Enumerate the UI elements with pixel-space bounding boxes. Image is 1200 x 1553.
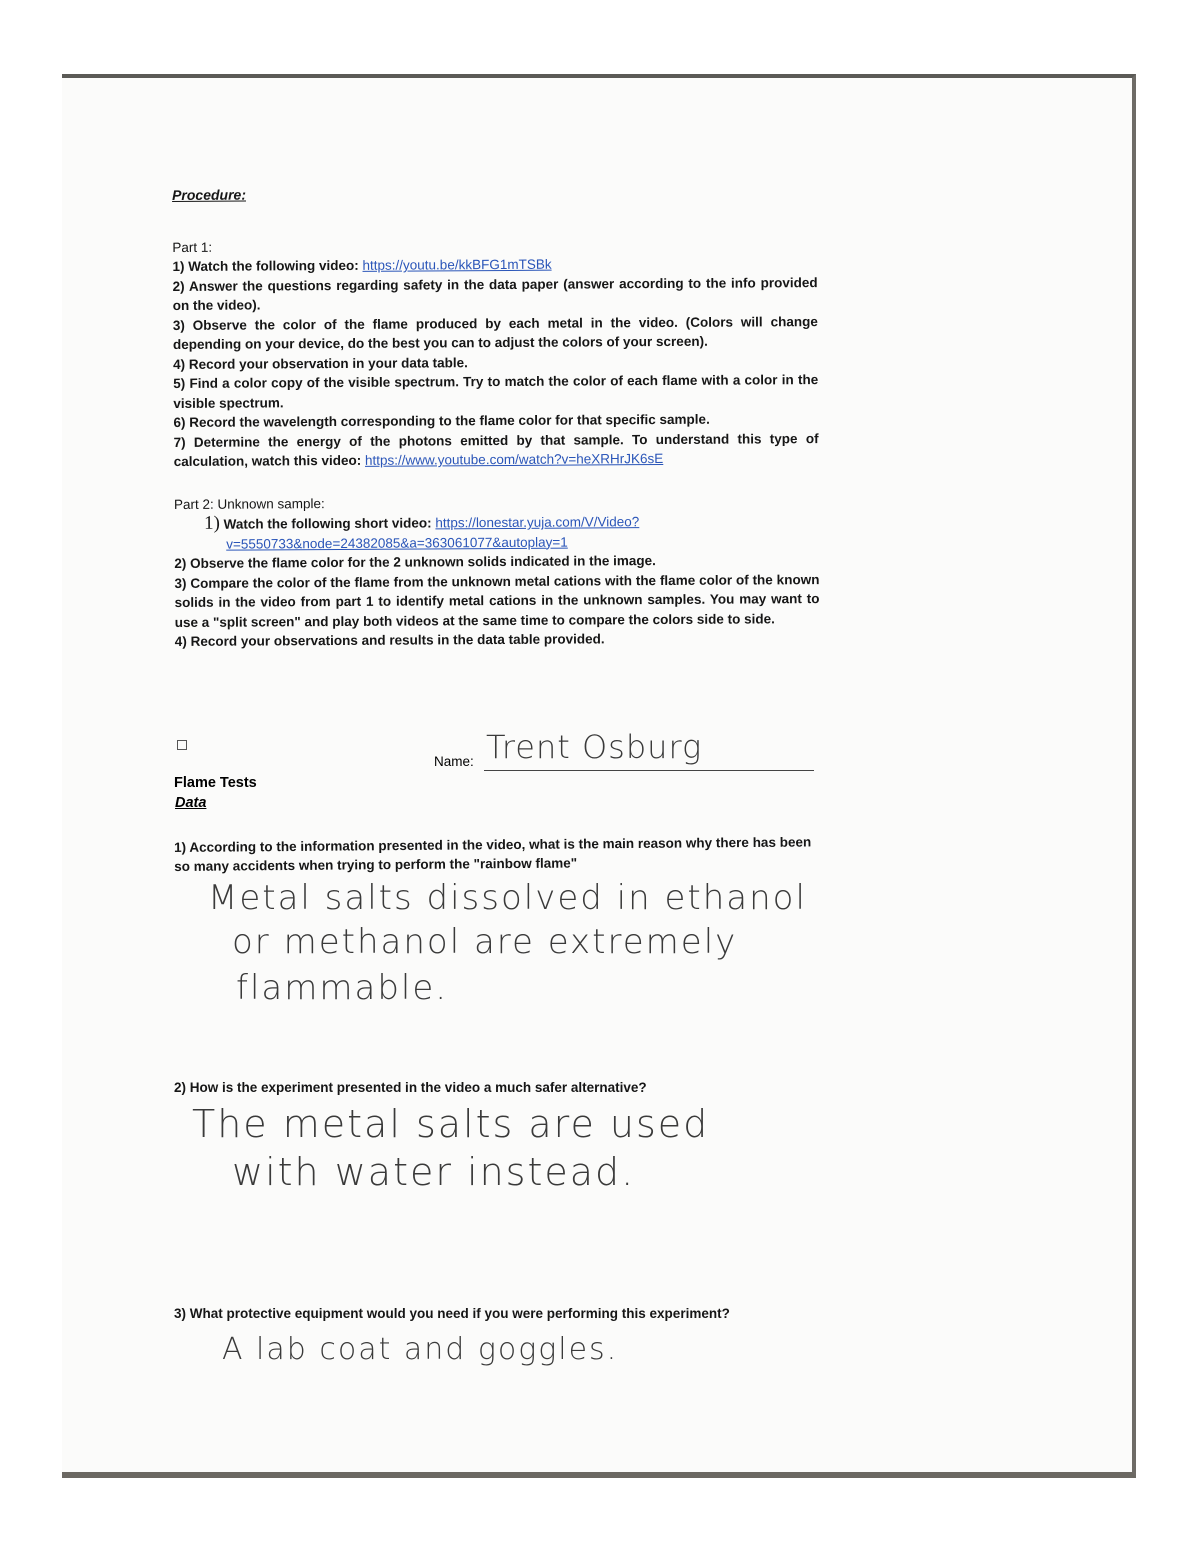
checkbox[interactable] (177, 740, 187, 750)
video-link-part2[interactable]: https://lonestar.yuja.com/V/Video? (435, 514, 640, 531)
part1-step-6: 6) Record the wavelength corresponding to the flame color for that specific sample. (173, 411, 710, 430)
video-link-part2-cont[interactable]: v=5550733&node=24382085&a=363061077&autoplay=1 (226, 534, 568, 552)
answer-1-line-2: or methanol are extremely (232, 922, 738, 962)
flame-tests-title: Flame Tests (174, 775, 257, 791)
part2-step-4: 4) Record your observations and results in the data table provided. (174, 631, 605, 649)
part1-step-7: 7) Determine the energy of the photons emitted by that sample. To understand this type of calculation, watch this video: https://www.youtube.com/watch?v=heXRHrJK6sE (173, 430, 819, 469)
name-label: Name: (434, 754, 474, 769)
part1-steps (172, 253, 818, 471)
part1-step-5: 5) Find a color copy of the visible spectrum. Try to match the color of each flame with a color in the visible spectrum. (173, 372, 819, 411)
part1-step-1: 1) Watch the following video: https://youtu.be/kkBFG1mTSBk (172, 256, 552, 274)
name-underline (484, 770, 814, 771)
handwritten-name: Trent Osburg (486, 728, 703, 766)
answer-3-line-1: A lab coat and goggles. (222, 1332, 619, 1367)
question-1: 1) According to the information presented in the video, what is the main reason why there has been so many accidents when trying to perform the "rainbow flame" (174, 834, 812, 874)
part1-heading: Part 1: (172, 239, 213, 255)
question-3: 3) What protective equipment would you need if you were performing this experiment? (174, 1306, 730, 1321)
part1-step-3: 3) Observe the color of the flame produced by each metal in the video. (Colors will change depending on your device, do the best you can to adjust the colors of your screen). (172, 313, 818, 352)
part2-step-1: 1) Watch the following short video: https://lonestar.yuja.com/V/Video? v=5550733&node=24382085&a=363061077&autoplay=1 (203, 512, 640, 552)
part2-heading: Part 2: Unknown sample: (173, 495, 325, 512)
answer-2-line-1: The metal salts are used (192, 1102, 710, 1146)
procedure-section (172, 182, 820, 651)
data-subtitle: Data (175, 795, 207, 811)
part1-step-2: 2) Answer the questions regarding safety in the data paper (answer according to the info provided on the video). (172, 274, 818, 313)
answer-1-line-1: Metal salts dissolved in ethanol (208, 878, 807, 918)
answer-1-line-3: flammable. (236, 968, 449, 1008)
part2-steps (174, 510, 820, 651)
part1-step-4: 4) Record your observation in your data table. (173, 354, 468, 372)
video-link-part1[interactable]: https://youtu.be/kkBFG1mTSBk (362, 256, 552, 273)
part2-step-3: 3) Compare the color of the flame from the unknown metal cations with the flame color of the known solids in the video from part 1 to identify metal cations in the unknown samples. You may want to use a "split screen" and play both videos at the same time to compare the colors side to side. (174, 571, 820, 630)
answer-2-line-2: with water instead. (232, 1150, 636, 1194)
question-2: 2) How is the experiment presented in the video a much safer alternative? (174, 1080, 647, 1095)
procedure-title: Procedure: (172, 186, 247, 203)
part2-step-2: 2) Observe the flame color for the 2 unknown solids indicated in the image. (174, 553, 656, 571)
calculation-video-link[interactable]: https://www.youtube.com/watch?v=heXRHrJK6sE (364, 451, 664, 468)
